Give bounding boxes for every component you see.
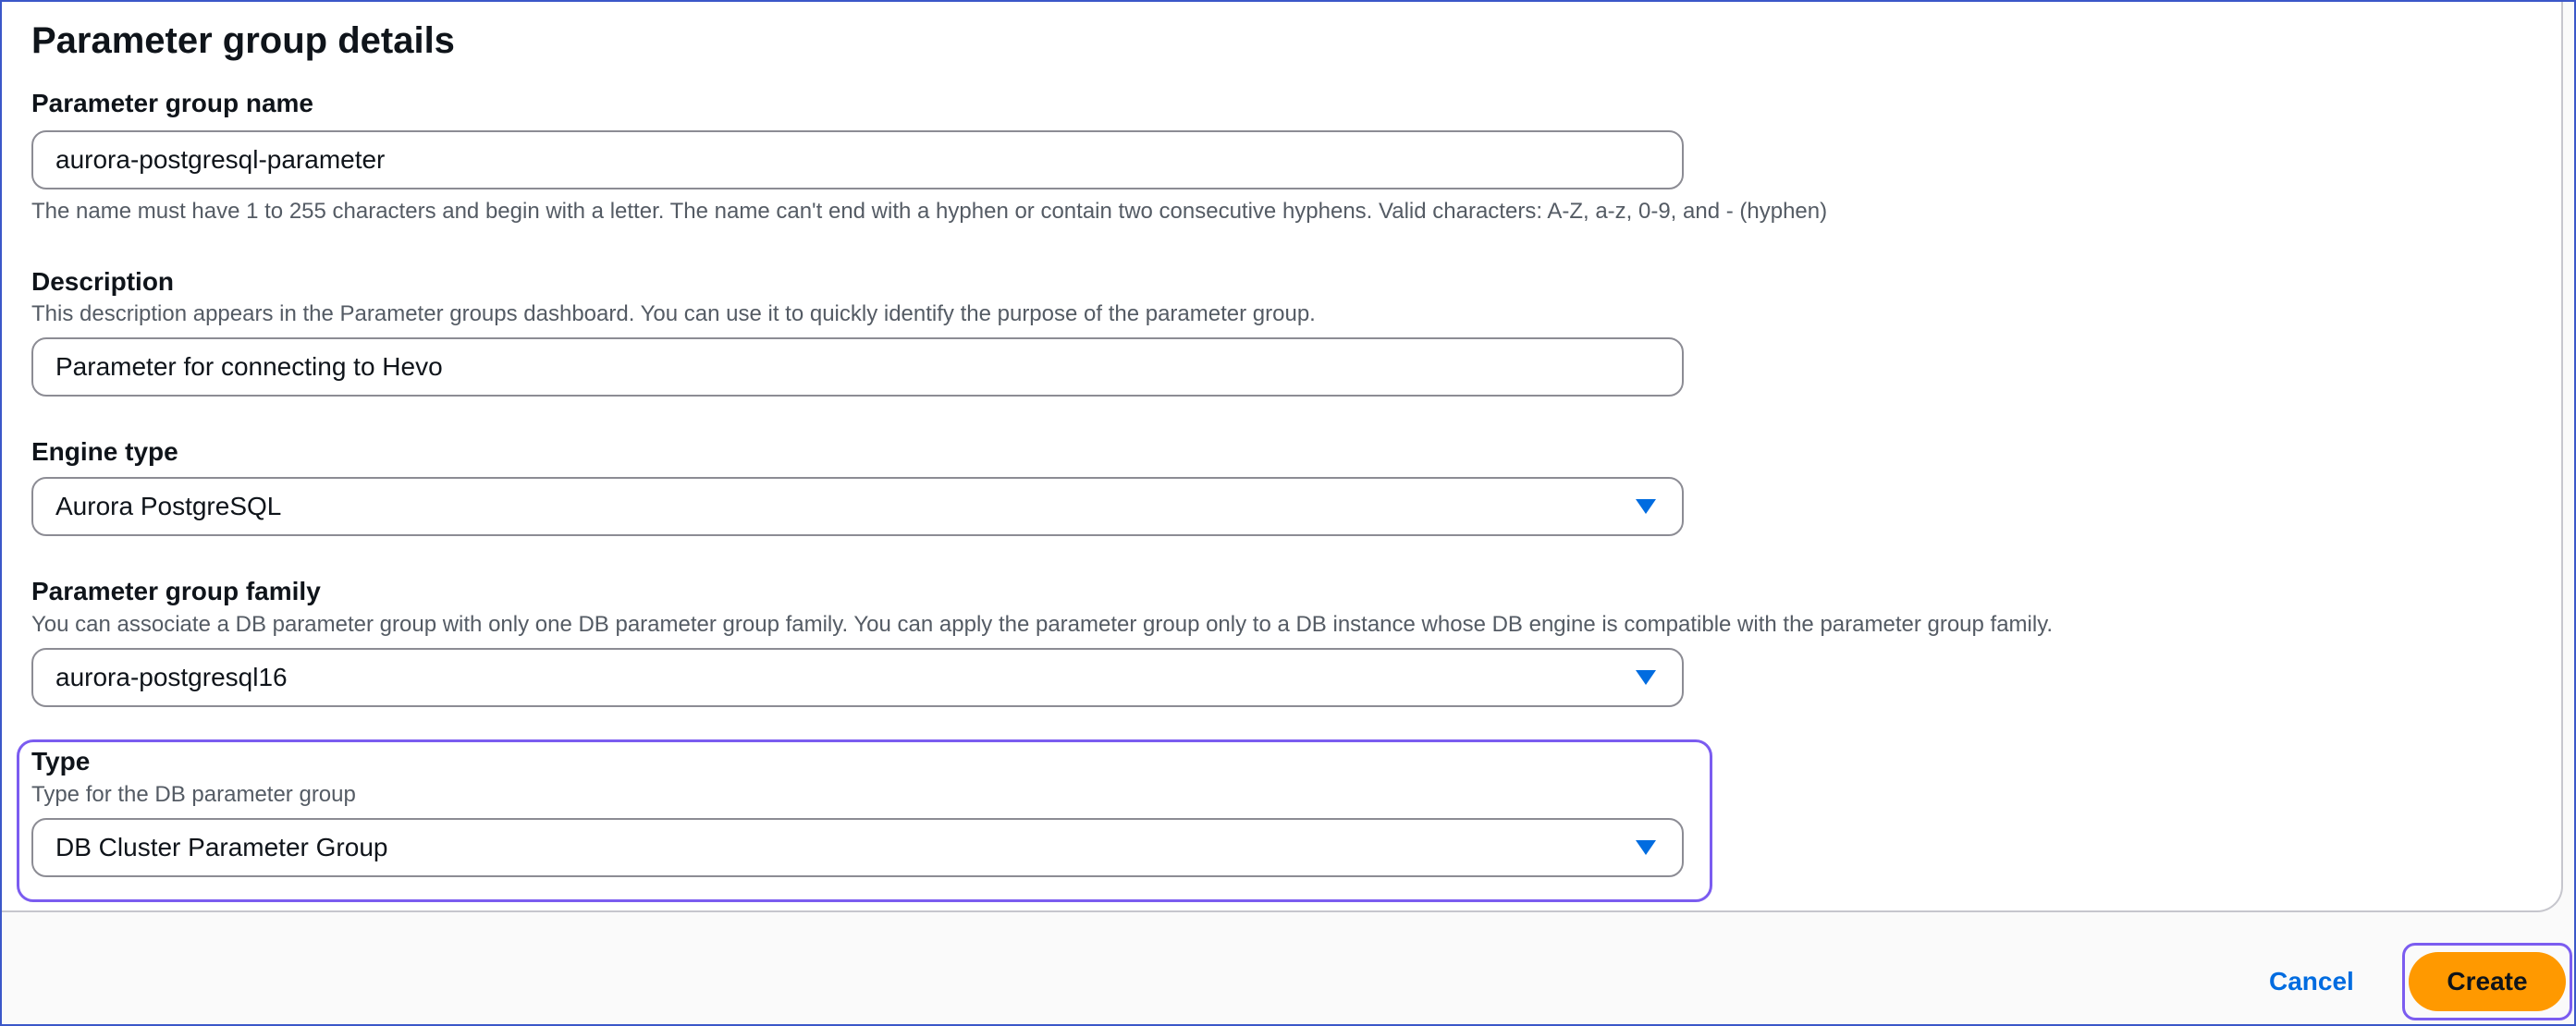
caret-down-icon bbox=[1636, 840, 1656, 855]
type-hint: Type for the DB parameter group bbox=[31, 782, 356, 807]
description-input[interactable] bbox=[31, 337, 1684, 397]
description-label: Description bbox=[31, 267, 175, 296]
parameter-group-family-hint: You can associate a DB parameter group with only one DB parameter group family. You can apply the parameter group only to a DB instance whose DB engine is compatible with the parameter group family. bbox=[31, 612, 2054, 637]
cancel-button[interactable]: Cancel bbox=[2269, 967, 2354, 995]
description-hint: This description appears in the Parameter groups dashboard. You can use it to quickly identify the purpose of the parameter group. bbox=[31, 301, 1316, 326]
parameter-group-name-label: Parameter group name bbox=[31, 89, 313, 117]
caret-down-icon bbox=[1636, 670, 1656, 685]
panel-title: Parameter group details bbox=[31, 20, 455, 61]
parameter-group-family-select[interactable] bbox=[31, 648, 1684, 707]
parameter-group-name-input[interactable] bbox=[31, 130, 1684, 189]
engine-type-label: Engine type bbox=[31, 437, 178, 466]
create-button[interactable]: Create bbox=[2409, 952, 2566, 1011]
type-select[interactable] bbox=[31, 818, 1684, 877]
type-label: Type bbox=[31, 747, 91, 776]
parameter-group-family-selected-value: aurora-postgresql16 bbox=[55, 663, 288, 691]
engine-type-selected-value: Aurora PostgreSQL bbox=[55, 492, 282, 520]
form-footer bbox=[2, 912, 2576, 1026]
engine-type-select[interactable] bbox=[31, 477, 1684, 536]
parameter-group-details-panel bbox=[2, 2, 2563, 912]
parameter-group-name-hint: The name must have 1 to 255 characters and begin with a letter. The name can't end with a hyphen or contain two consecutive hyphens. Valid characters: A-Z, a-z, 0-9, and - (hyphen) bbox=[31, 199, 1828, 224]
caret-down-icon bbox=[1636, 499, 1656, 514]
parameter-group-family-label: Parameter group family bbox=[31, 577, 321, 605]
type-selected-value: DB Cluster Parameter Group bbox=[55, 833, 388, 861]
